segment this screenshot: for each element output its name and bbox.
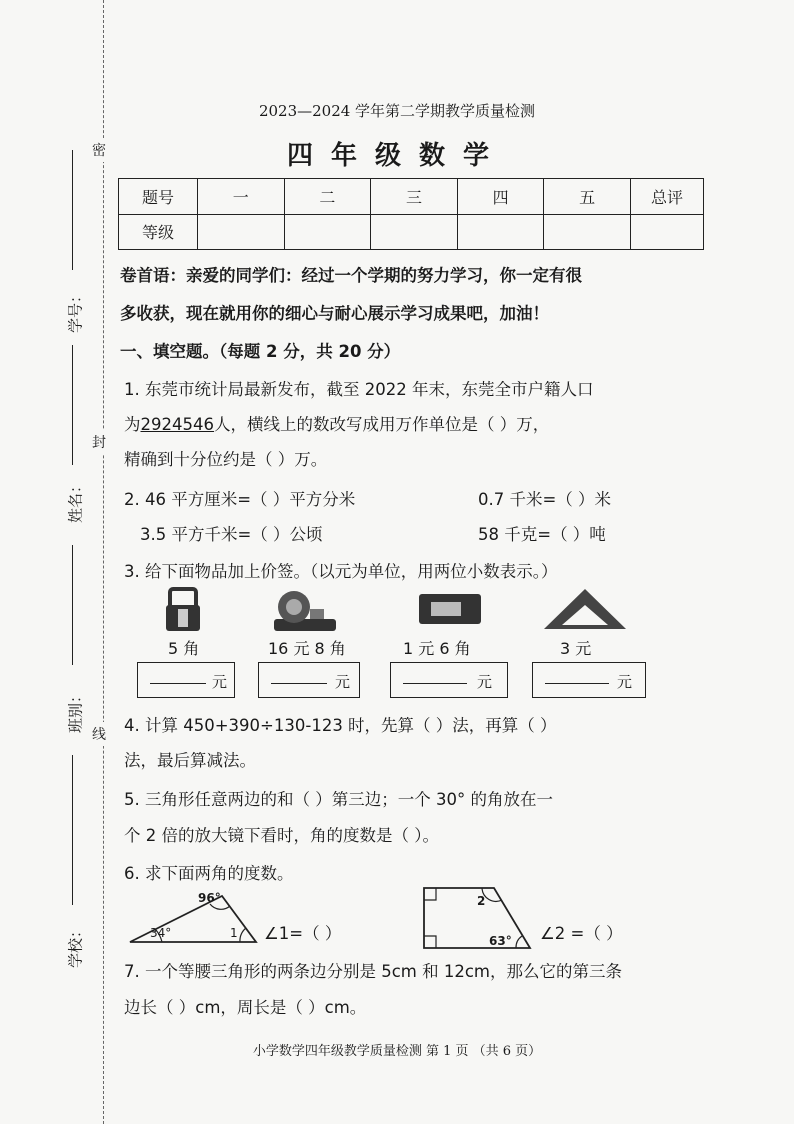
class-label: 班别：: [66, 688, 85, 734]
grade-label-cell: 等级: [119, 214, 198, 250]
q7-line-2: 边长（ ）cm，周长是（ ）cm。: [124, 998, 367, 1017]
q1-line-2: [124, 411, 549, 435]
triangle-right-angle: 1: [230, 926, 238, 940]
price-unit: 元: [212, 673, 228, 691]
price-blank: [271, 683, 327, 684]
score-header-cell: 四: [457, 179, 544, 215]
name-label: 姓名：: [66, 478, 85, 524]
q6-answer-b: ∠2 =（ ）: [540, 924, 623, 943]
q2-part-a: 2. 46 平方厘米=（ ）平方分米: [124, 490, 356, 509]
trapezoid-angle-2: 2: [477, 894, 486, 908]
triangle-figure: [126, 890, 260, 946]
score-header-cell: 一: [198, 179, 285, 215]
trapezoid-angle-63: 63°: [489, 934, 512, 948]
student-id-label: 学号：: [66, 288, 85, 334]
q1-suffix: 人，横线上的数改写成用万作单位是（ ）万，: [214, 415, 550, 434]
grade-cell[interactable]: [457, 214, 544, 250]
q4-line-2: 法，最后算减法。: [124, 751, 256, 770]
q2-part-c: 3.5 平方千米=（ ）公顷: [140, 525, 323, 544]
intro-line-2: 多收获，现在就用你的细心与耐心展示学习成果吧，加油！: [120, 304, 549, 323]
seal-char-xian: 线: [92, 722, 106, 746]
grade-cell[interactable]: [631, 214, 704, 250]
set-square-illustration: [540, 585, 630, 635]
price-blank: [545, 683, 609, 684]
price-blank: [150, 683, 206, 684]
stapler-illustration: [270, 585, 340, 635]
pencil-sharpener-illustration: [160, 585, 206, 635]
score-header-cell: 二: [284, 179, 371, 215]
triangle-top-angle: 96°: [198, 891, 221, 905]
q2-part-b: 0.7 千米=（ ）米: [478, 490, 612, 509]
price-unit: 元: [477, 673, 493, 691]
price-label-2: 16 元 8 角: [268, 639, 346, 658]
q6-prompt: 6. 求下面两角的度数。: [124, 864, 294, 883]
class-blank: [72, 545, 73, 665]
score-header-cell: 题号: [119, 179, 198, 215]
q5-line-2: 个 2 倍的放大镜下看时，角的度数是（ ）。: [124, 826, 439, 845]
price-unit: 元: [617, 673, 633, 691]
q2-part-d: 58 千克=（ ）吨: [478, 525, 606, 544]
school-label: 学校：: [66, 923, 85, 969]
grade-cell[interactable]: [198, 214, 285, 250]
name-blank: [72, 345, 73, 465]
price-tag-4[interactable]: [532, 662, 646, 698]
q1-line-1: 1. 东莞市统计局最新发布，截至 2022 年末，东莞全市户籍人口: [124, 380, 594, 399]
triangle-left-angle: 34°: [150, 926, 172, 940]
q5-line-1: 5. 三角形任意两边的和（ ）第三边；一个 30° 的角放在一: [124, 790, 553, 809]
price-tag-3[interactable]: [390, 662, 508, 698]
price-blank: [403, 683, 467, 684]
price-label-3: 1 元 6 角: [403, 639, 471, 658]
q3-prompt: 3. 给下面物品加上价签。（以元为单位，用两位小数表示。）: [124, 562, 558, 581]
grade-cell[interactable]: [544, 214, 631, 250]
eraser-illustration: [415, 590, 485, 630]
score-header-cell: 总评: [631, 179, 704, 215]
q4-line-1: 4. 计算 450+390÷130-123 时，先算（ ）法，再算（ ）: [124, 716, 557, 735]
price-label-1: 5 角: [168, 639, 200, 658]
q1-line-3: 精确到十分位约是（ ）万。: [124, 450, 328, 469]
score-header-cell: 三: [371, 179, 458, 215]
q1-underlined-number: 2924546: [140, 415, 214, 434]
exam-subtitle: 2023—2024 学年第二学期教学质量检测: [258, 102, 536, 120]
q6-answer-a: ∠1=（ ）: [264, 924, 342, 943]
seal-char-mi: 密: [92, 138, 106, 162]
intro-line-1: 卷首语：亲爱的同学们：经过一个学期的努力学习，你一定有很: [120, 266, 582, 285]
page-title: 四年级数学: [286, 141, 507, 171]
section-heading: 一、填空题。（每题 2 分，共 20 分）: [120, 342, 401, 361]
price-tag-1[interactable]: [137, 662, 235, 698]
grade-cell[interactable]: [284, 214, 371, 250]
price-tag-2[interactable]: [258, 662, 360, 698]
price-label-4: 3 元: [560, 639, 592, 658]
grade-cell[interactable]: [371, 214, 458, 250]
school-blank: [72, 755, 73, 905]
page-footer: 小学数学四年级教学质量检测 第 1 页 （共 6 页）: [252, 1044, 542, 1059]
q1-prefix: 为: [124, 415, 141, 434]
score-table: [118, 178, 704, 250]
score-header-cell: 五: [544, 179, 631, 215]
q7-line-1: 7. 一个等腰三角形的两条边分别是 5cm 和 12cm，那么它的第三条: [124, 962, 623, 981]
price-unit: 元: [335, 673, 351, 691]
seal-char-feng: 封: [92, 430, 106, 454]
